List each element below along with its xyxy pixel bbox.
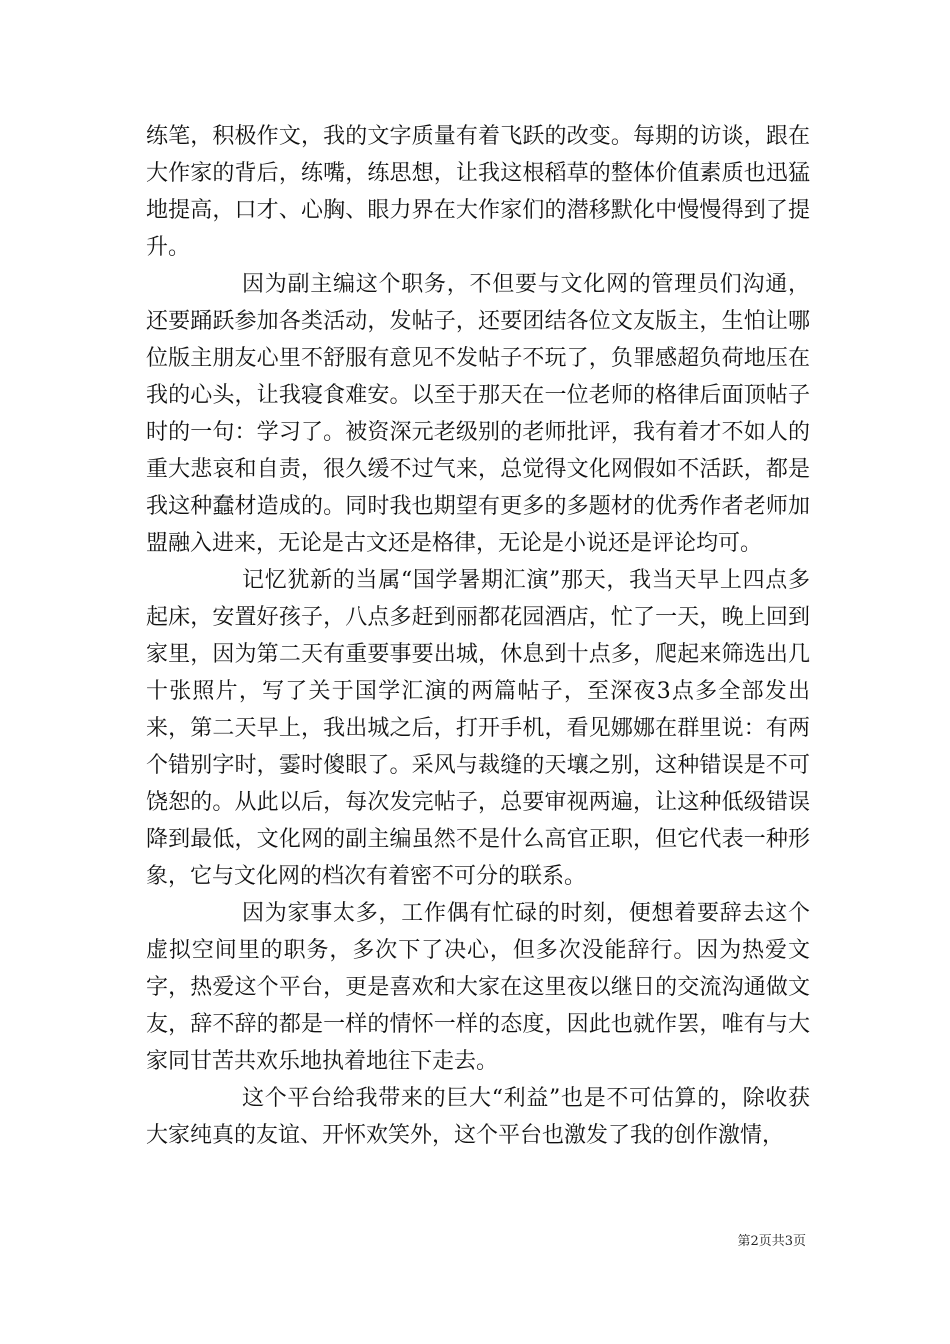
page-number-footer: 第2页共3页 [737,1234,806,1249]
paragraph-2: 因为副主编这个职务，不但要与文化网的管理员们沟通，还要踊跃参加各类活动，发帖子，还要团结各位文友版主，生怕让哪位版主朋友心里不舒服有意见不发帖子不玩了，负罪感超负荷地压在我的心头，让我寝食难安。以至于那天在一位老师的格律后面顶帖子时的一句：学习了。被资深元老级别的老师批评，我有着才不如人的重大悲哀和自责，很久缓不过气来，总觉得文化网假如不活跃，都是我这种蠢材造成的。同时我也期望有更多的多题材的优秀作者老师加盟融入进来，无论是古文还是格律，无论是小说还是评论均可。 [146,272,810,556]
paragraph-1: 练笔，积极作文，我的文字质量有着飞跃的改变。每期的访谈，跟在大作家的背后，练嘴，练思想，让我这根稻草的整体价值素质也迅猛地提高，口才、心胸、眼力界在大作家们的潜移默化中慢慢得到了提升。 [146,124,810,260]
paragraph-5: 这个平台给我带来的巨大“利益”也是不可估算的，除收获大家纯真的友谊、开怀欢笑外，这个平台也激发了我的创作激情， [146,1086,810,1148]
document-body [146,118,810,1154]
paragraph-4: 因为家事太多，工作偶有忙碌的时刻，便想着要辞去这个虚拟空间里的职务，多次下了决心，但多次没能辞行。因为热爱文字，热爱这个平台，更是喜欢和大家在这里夜以继日的交流沟通做文友，辞不辞的都是一样的情怀一样的态度，因此也就作罢，唯有与大家同甘苦共欢乐地执着地往下走去。 [146,901,810,1074]
paragraph-3: 记忆犹新的当属“国学暑期汇演”那天，我当天早上四点多起床，安置好孩子，八点多赶到丽都花园酒店，忙了一天，晚上回到家里，因为第二天有重要事要出城，休息到十点多，爬起来筛选出几十张照片，写了关于国学汇演的两篇帖子，至深夜3点多全部发出来，第二天早上，我出城之后，打开手机，看见娜娜在群里说：有两个错别字时，霎时傻眼了。采风与裁缝的天壤之别，这种错误是不可饶恕的。从此以后，每次发完帖子，总要审视两遍，让这种低级错误降到最低，文化网的副主编虽然不是什么高官正职，但它代表一种形象，它与文化网的档次有着密不可分的联系。 [146,568,810,889]
